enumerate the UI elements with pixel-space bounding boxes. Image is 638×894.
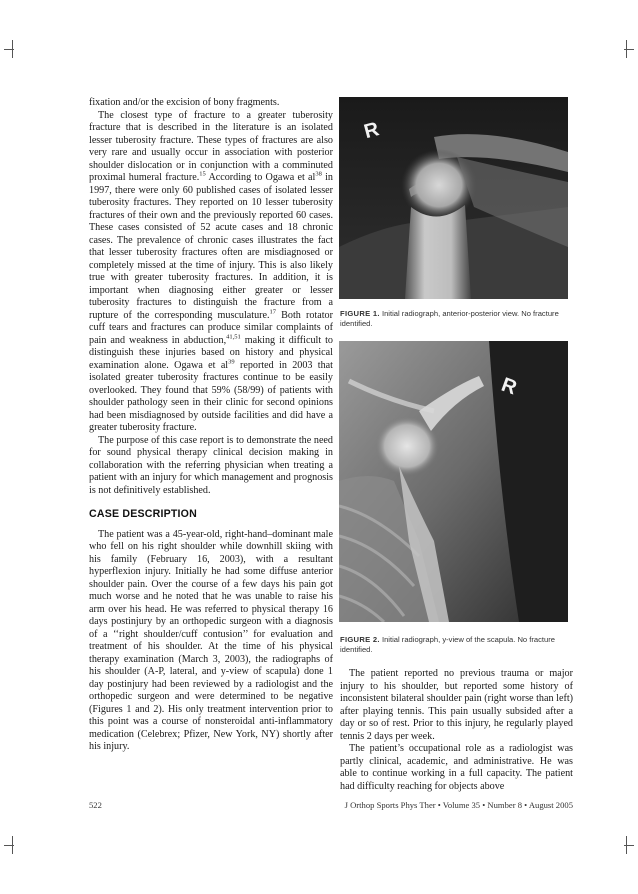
crop-mark: [624, 49, 634, 50]
figure-1-caption: FIGURE 1. Initial radiograph, anterior-posterior view. No fracture identified.: [340, 309, 559, 328]
svg-text:R: R: [361, 118, 382, 144]
figure-2-radiograph: [339, 341, 568, 622]
reference-superscript: 15: [199, 170, 206, 178]
figure-2-label: FIGURE 2.: [340, 635, 380, 644]
figure-1-label: FIGURE 1.: [340, 309, 380, 318]
right-column: [340, 668, 573, 793]
journal-footer: J Orthop Sports Phys Ther • Volume 35 • Number 8 • August 2005: [344, 800, 573, 810]
reference-superscript: 38: [315, 170, 322, 178]
crop-mark: [4, 845, 14, 846]
figure-2-caption: FIGURE 2. Initial radiograph, y-view of the scapula. No fracture identified.: [340, 635, 556, 654]
paragraph-occupation: The patient’s occupational role as a radiologist was partly clinical, academic, and administrative. He was able to continue working in a full capacity. The patient had difficulty reaching for objects above: [340, 743, 573, 792]
left-column: [89, 97, 333, 754]
paragraph-history: The patient reported no previous trauma or major injury to his shoulder, but reported some history of inconsistent bilateral shoulder pain (right worse than left) after playing tennis. This pain usually subsided after a day or so of rest. Prior to this injury, he regularly played tennis 2 days per week.: [340, 668, 573, 742]
xray-y-view-image: [339, 341, 568, 622]
crop-mark: [4, 49, 14, 50]
figure-1-radiograph: [339, 97, 568, 299]
paragraph-case-description: The patient was a 45-year-old, right-hand–dominant male who fell on his right shoulder while downhill skiing with his family (February 16, 2003), with a resultant hyperflexion injury. Initially he had some diffuse anterior shoulder pain. Over the course of a few days his pain got much worse and he noted that he was unable to raise his arm over his head. He was referred to physical therapy 16 days postinjury by an orthopedic surgeon with a diagnosis of a ‘‘right shoulder/cuff contusion’’ for evaluation and treatment of his shoulder. At the time of his physical therapy examination (March 3, 2003), the radiographs of his shoulder (A-P, lateral, and y-view of scapula) done 1 day postinjury had been reviewed by a radiologist and the orthopedic surgeon and were determined to be negative (Figures 1 and 2). His only treatment intervention prior to this point was a course of nonsteroidal anti-inflammatory medication (Celebrex; Pfizer, New York, NY) shortly after his injury.: [89, 528, 333, 752]
paragraph-continued: fixation and/or the excision of bony fragments.: [89, 97, 280, 108]
crop-mark: [624, 845, 634, 846]
reference-superscript: 17: [269, 308, 277, 316]
reference-superscript: 39: [228, 358, 235, 366]
paragraph-purpose: The purpose of this case report is to demonstrate the need for sound physical therapy clinical decision making in collaboration with the referring physician when treating a patient with an injury for which management and prognosis is not definitively established.: [89, 434, 333, 496]
page-number: 522: [89, 800, 102, 810]
reference-superscript: 41,51: [226, 333, 241, 341]
paragraph-tuberosity-fractures: The closest type of fracture to a greater tuberosity fracture that is described in the literature is an isolated lesser tuberosity fracture. These types of fractures are also very rare and usually occur in association with posterior shoulder dislocation or in conjunction with a comminuted proximal humeral fracture.$^{15}$ According to Ogawa et $al^{38}$ in 1997, there were only 60 published cases of isolated lesser tuberosity fractures. They reported on 10 lesser tuberosity fractures of their own and the previously reported 60 cases. These cases consisted of 52 acute cases and 18 chronic cases. The prevalence of chronic cases illustrates the fact that lesser tuberosity fractures often are misdiagnosed or completely missed at the time of injury. This is also likely true with greater tuberosity fractures. In addition, it is important when diagnosing either greater or lesser tuberosity fractures to distinguish the fracture from a rupture of the corresponding musculature.$^{17}$ Both rotator cuff tears and fractures can produce similar complaints of pain and weakness in abduction,$^{41,51}$ making it difficult to distinguish these injuries based on history and physical examination alone. Ogawa et $al^{39}$ reported in 2003 that isolated greater tuberosity fractures continue to be easily overlooked. They found that 59% (58/99) of patients with shoulder pathology seen in their clinic for second opinions had been misdiagnosed by outside facilities and did have a greater tuberosity fracture.: [89, 109, 333, 433]
section-heading-case-description: CASE DESCRIPTION: [89, 508, 197, 520]
svg-text:R: R: [498, 373, 520, 400]
xray-ap-image: [339, 97, 568, 299]
